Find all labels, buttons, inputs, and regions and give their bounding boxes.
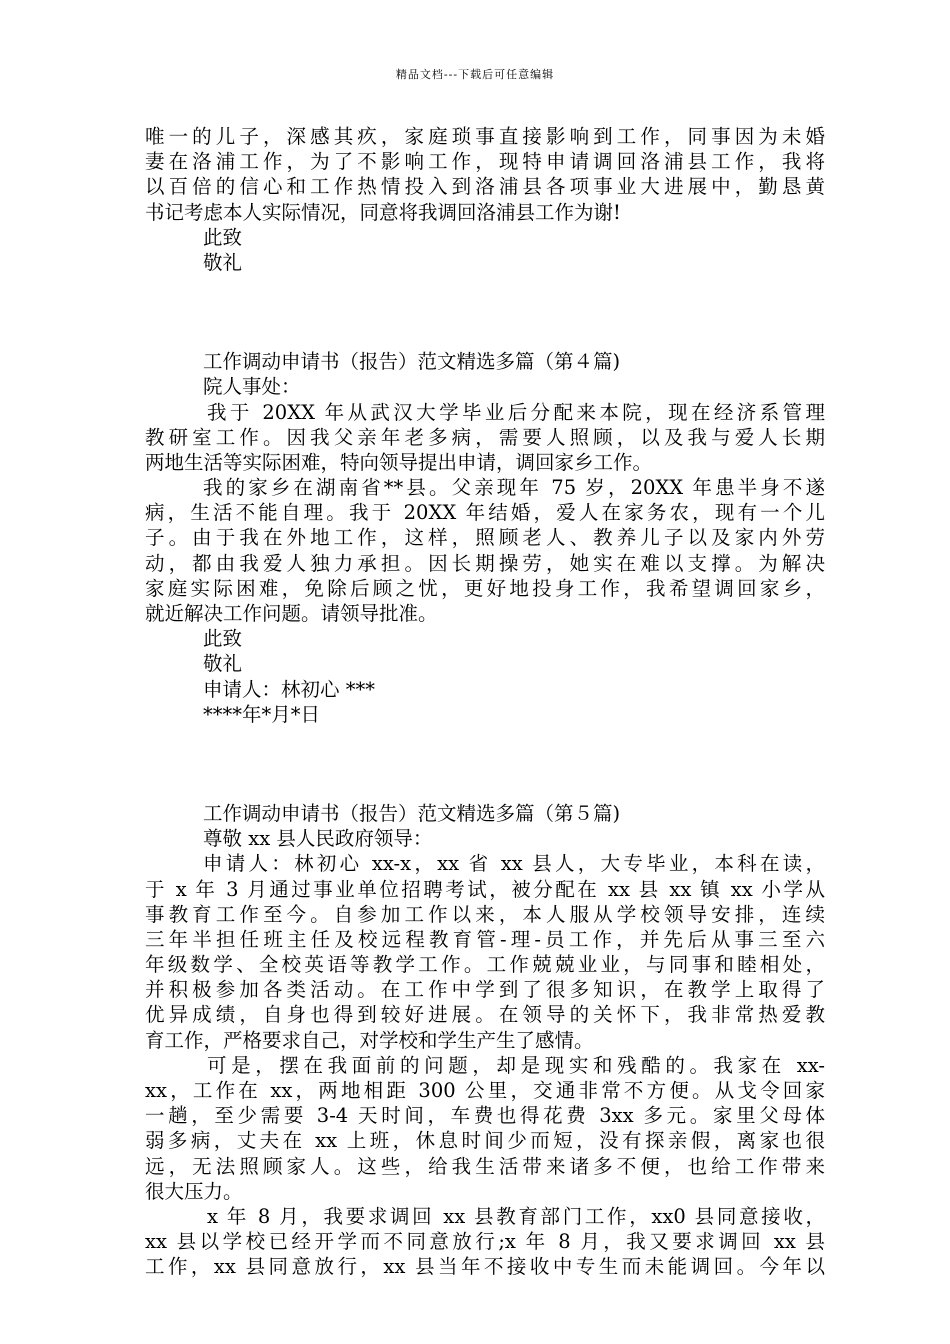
paragraph-line: 唯一的儿子，深感其疚，家庭琐事直接影响到工作，同事因为未婚 — [145, 125, 825, 148]
paragraph-line: 妻在洛浦工作，为了不影响工作，现特申请调回洛浦县工作，我将 — [145, 150, 825, 174]
paragraph-line: 病，生活不能自理。我于 20XX 年结婚，爱人在家务农，现有一个儿 — [145, 501, 825, 525]
paragraph-line: 我于 20XX 年从武汉大学毕业后分配来本院，现在经济系管理 — [207, 400, 825, 424]
paragraph-line: 工作，xx 县同意放行，xx 县当年不接收中专生而未能调回。今年以 — [145, 1255, 825, 1279]
paragraph-line: 家庭实际困难，免除后顾之忧，更好地投身工作，我希望调回家乡， — [145, 576, 825, 600]
closing-regards: 敬礼 — [203, 652, 243, 676]
section-title: 工作调动申请书（报告）范文精选多篇（第５篇) — [203, 801, 621, 825]
paragraph-line: 很大压力。 — [145, 1179, 243, 1203]
paragraph-line: 三年半担任班主任及校远程教育管-理-员工作，并先后从事三至六 — [145, 927, 825, 951]
paragraph-line: xx 县以学校已经开学而不同意放行;x 年 8 月，我又要求调回 xx 县 — [145, 1230, 825, 1254]
paragraph-line: 并积极参加各类活动。在工作中学到了很多知识，在教学上取得了 — [145, 978, 825, 1002]
page-header: 精品文档---下载后可任意编辑 — [395, 68, 555, 81]
closing-regards: 敬礼 — [203, 250, 243, 274]
paragraph-line: 一趟，至少需要 3-4 天时间，车费也得花费 3xx 多元。家里父母体 — [145, 1104, 825, 1128]
paragraph-line: 就近解决工作问题。请领导批准。 — [145, 602, 438, 625]
paragraph-line: 远，无法照顾家人。这些，给我生活带来诸多不便，也给工作带来 — [145, 1154, 825, 1178]
paragraph-line: 书记考虑本人实际情况，同意将我调回洛浦县工作为谢! — [145, 200, 621, 224]
closing-salutation: 此致 — [203, 627, 243, 651]
paragraph-line: 优异成绩，自身也得到较好进展。在领导的关怀下，我非常热爱教 — [145, 1003, 825, 1027]
applicant-signature: 申请人：林初心 *** — [203, 677, 375, 701]
paragraph-line: 育工作，严格要求自己，对学校和学生产生了感情。 — [145, 1028, 594, 1052]
signature-date: ****年*月*日 — [203, 702, 321, 726]
closing-salutation: 此致 — [203, 225, 243, 249]
paragraph-line: 子。由于我在外地工作，这样，照顾老人、教养儿子以及家内外劳 — [145, 526, 825, 550]
paragraph-line: 年级数学、全校英语等教学工作。工作兢兢业业，与同事和睦相处， — [145, 953, 825, 977]
paragraph-line: 两地生活等实际困难，特向领导提出申请，调回家乡工作。 — [145, 450, 653, 474]
salutation: 尊敬 xx 县人民政府领导： — [203, 827, 433, 851]
paragraph-line: 弱多病，丈夫在 xx 上班，休息时间少而短，没有探亲假，离家也很 — [145, 1129, 825, 1153]
document-body — [145, 124, 825, 1280]
section-title: 工作调动申请书（报告）范文精选多篇（第４篇) — [203, 350, 621, 374]
paragraph-line: 教研室工作。因我父亲年老多病，需要人照顾，以及我与爱人长期 — [145, 425, 825, 449]
paragraph-line: 申请人：林初心 xx-x，xx 省 xx 县人，大专毕业，本科在读， — [203, 852, 825, 876]
paragraph-line: 可是，摆在我面前的问题，却是现实和残酷的。我家在 xx- — [207, 1053, 825, 1077]
salutation: 院人事处： — [203, 375, 301, 399]
paragraph-line: 事教育工作至今。自参加工作以来，本人服从学校领导安排，连续 — [145, 902, 825, 926]
paragraph-line: 动，都由我爱人独力承担。因长期操劳，她实在难以支撑。为解决 — [145, 551, 825, 575]
paragraph-line: 我的家乡在湖南省**县。父亲现年 75 岁，20XX 年患半身不遂 — [203, 476, 825, 500]
paragraph-line: 以百倍的信心和工作热情投入到洛浦县各项事业大进展中，勤恳黄 — [145, 175, 825, 199]
paragraph-line: x 年 8 月，我要求调回 xx 县教育部门工作，xx0 县同意接收， — [207, 1204, 825, 1228]
paragraph-line: 于 x 年 3 月通过事业单位招聘考试，被分配在 xx 县 xx 镇 xx 小学从 — [145, 877, 825, 901]
paragraph-line: xx，工作在 xx，两地相距 300 公里，交通非常不方便。从戈令回家 — [145, 1079, 825, 1102]
